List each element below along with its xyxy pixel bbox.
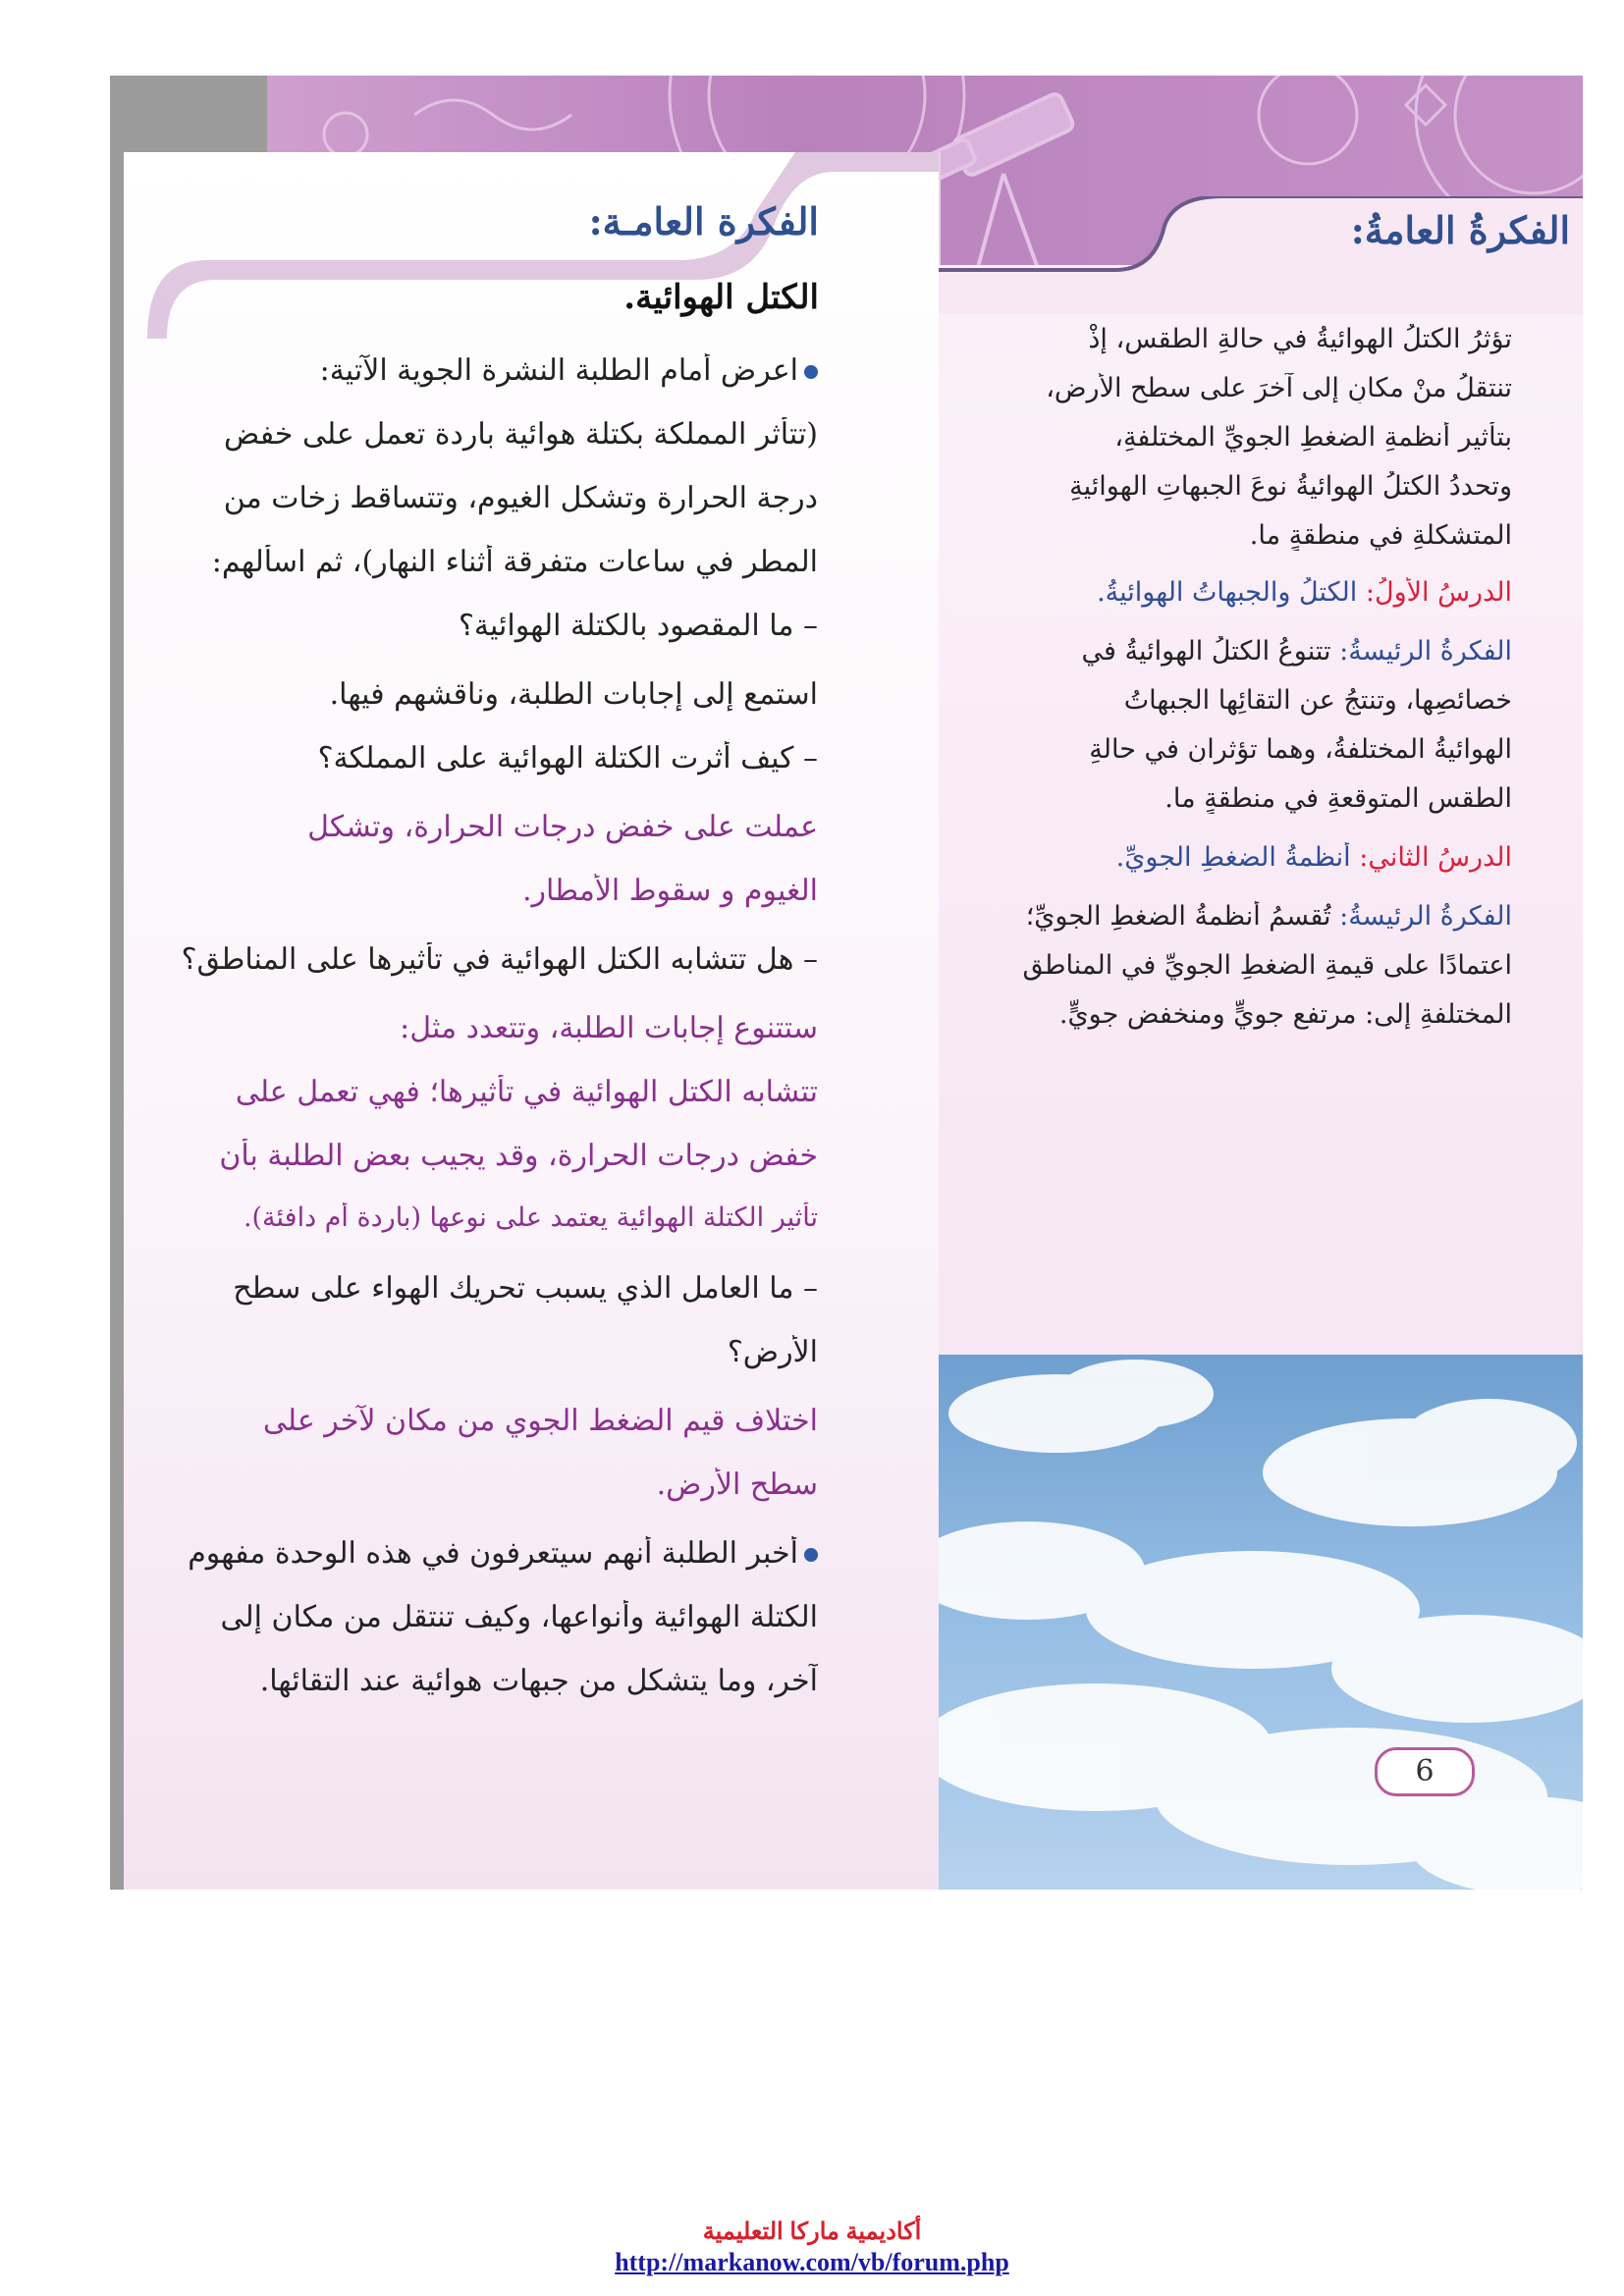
guide-question: – ما المقصود بالكتلة الهوائية؟ xyxy=(458,609,818,643)
guide-question: الأرض؟ xyxy=(727,1335,818,1369)
lesson1-text: تتنوعُ الكتلُ الهوائيةُ في xyxy=(1081,636,1331,667)
main-idea-label: الفكرةُ الرئيسةُ: xyxy=(1339,901,1512,932)
page-number: 6 xyxy=(1375,1747,1475,1796)
guide-answer: اختلاف قيم الضغط الجوي من مكان لآخر على xyxy=(262,1404,818,1438)
guide-line: درجة الحرارة وتشكل الغيوم، وتتساقط زخات من xyxy=(223,481,818,515)
bullet-icon xyxy=(804,365,818,379)
footer-academy-name: أكاديمية ماركا التعليمية xyxy=(702,2218,922,2245)
lesson2-heading xyxy=(962,842,1512,873)
left-subtitle: الكتل الهوائية. xyxy=(623,278,819,317)
lesson1-line: الطقسِ المتوقعةِ في منطقةٍ ما. xyxy=(1164,783,1512,814)
guide-question: – كيف أثرت الكتلة الهوائية على المملكة؟ xyxy=(317,741,818,775)
main-idea-label: الفكرةُ الرئيسةُ: xyxy=(1339,636,1512,667)
guide-line: آخر، وما يتشكل من جبهات هوائية عند التقائها. xyxy=(259,1664,818,1698)
right-general-idea-title: الفكرةُ العامةُ: xyxy=(1350,208,1570,252)
bullet-icon xyxy=(804,1548,818,1562)
sky-clouds-image xyxy=(939,1355,1583,1890)
guide-answer: عملت على خفض درجات الحرارة، وتشكل xyxy=(307,810,818,844)
lesson1-line: الهوائيةُ المختلفةُ، وهما تؤثرانِ في حالةِ xyxy=(1089,734,1512,765)
guide-line: (تتأثر المملكة بكتلة هوائية باردة تعمل على خفض xyxy=(223,417,818,452)
left-header-tab xyxy=(147,152,939,339)
lesson2-title: أنظمةُ الضغطِ الجويِّ. xyxy=(1115,842,1351,873)
gray-side-bar xyxy=(110,152,124,1890)
lesson2-line: اعتمادًا على قيمةِ الضغطِ الجويِّ في المناطقِ xyxy=(1022,950,1512,981)
gray-corner-tab xyxy=(110,76,267,152)
right-intro-line: تنتقلُ منْ مكانٍ إلى آخرَ على سطحِ الأرضِ، xyxy=(1046,373,1512,403)
lesson1-heading xyxy=(962,577,1512,608)
guide-question: – ما العامل الذي يسبب تحريك الهواء على سطح xyxy=(233,1271,818,1306)
footer-forum-link[interactable]: http://markanow.com/vb/forum.php xyxy=(615,2248,1009,2276)
left-general-idea-title: الفكرة العامـة: xyxy=(588,199,819,243)
lesson1-line: خصائصِها، وتنتجُ عن التقائِها الجبهاتُ xyxy=(1123,685,1512,716)
guide-answer: ستتنوع إجابات الطلبة، وتتعدد مثل: xyxy=(400,1011,818,1045)
lesson2-label: الدرسُ الثاني: xyxy=(1359,842,1512,873)
clouds-icon xyxy=(939,1355,1583,1890)
guide-line: استمع إلى إجابات الطلبة، وناقشهم فيها. xyxy=(329,677,818,712)
guide-answer: تتشابه الكتل الهوائية في تأثيرها؛ فهي تعمل على xyxy=(235,1075,818,1109)
guide-line: أخبر الطلبة أنهم سيتعرفون في هذه الوحدة مفهوم xyxy=(162,1536,818,1571)
guide-line: اعرض أمام الطلبة النشرة الجوية الآتية: xyxy=(162,353,818,388)
lesson1-label: الدرسُ الأولُ: xyxy=(1365,577,1512,608)
right-intro-line: بتأثيرِ أنظمةِ الضغطِ الجويِّ المختلفةِ، xyxy=(1114,422,1512,453)
lesson2-line: المختلفةِ إلى: مرتفعٍ جويٍّ ومنخفضٍ جويٍّ. xyxy=(1058,999,1512,1030)
lesson1-title: الكتلُ والجبهاتُ الهوائيةُ. xyxy=(1097,577,1358,608)
right-intro-line: تؤثرُ الكتلُ الهوائيةُ في حالةِ الطقسِ، إذْ xyxy=(1088,324,1512,354)
right-intro-line: وتحددُ الكتلُ الهوائيةُ نوعَ الجبهاتِ الهوائيةِ xyxy=(1069,471,1512,502)
guide-answer: تأثير الكتلة الهوائية يعتمد على نوعها (باردة أم دافئة). xyxy=(243,1202,818,1233)
guide-answer: الغيوم و سقوط الأمطار. xyxy=(521,874,818,908)
lesson1-main-idea xyxy=(962,636,1512,667)
guide-line: المطر في ساعات متفرقة أثناء النهار)، ثم اسألهم: xyxy=(211,545,818,579)
guide-answer: خفض درجات الحرارة، وقد يجيب بعض الطلبة بأن xyxy=(219,1139,818,1173)
guide-answer: سطح الأرض. xyxy=(656,1468,818,1502)
lesson2-main-idea xyxy=(962,901,1512,932)
right-intro-line: المتشكلةِ في منطقةٍ ما. xyxy=(1249,520,1512,551)
guide-line: الكتلة الهوائية وأنواعها، وكيف تنتقل من مكان إلى xyxy=(220,1600,818,1634)
lesson2-text: تُقسمُ أنظمةُ الضغطِ الجويِّ؛ xyxy=(1025,901,1331,932)
guide-question: – هل تتشابه الكتل الهوائية في تأثيرها على المناطق؟ xyxy=(181,942,818,977)
